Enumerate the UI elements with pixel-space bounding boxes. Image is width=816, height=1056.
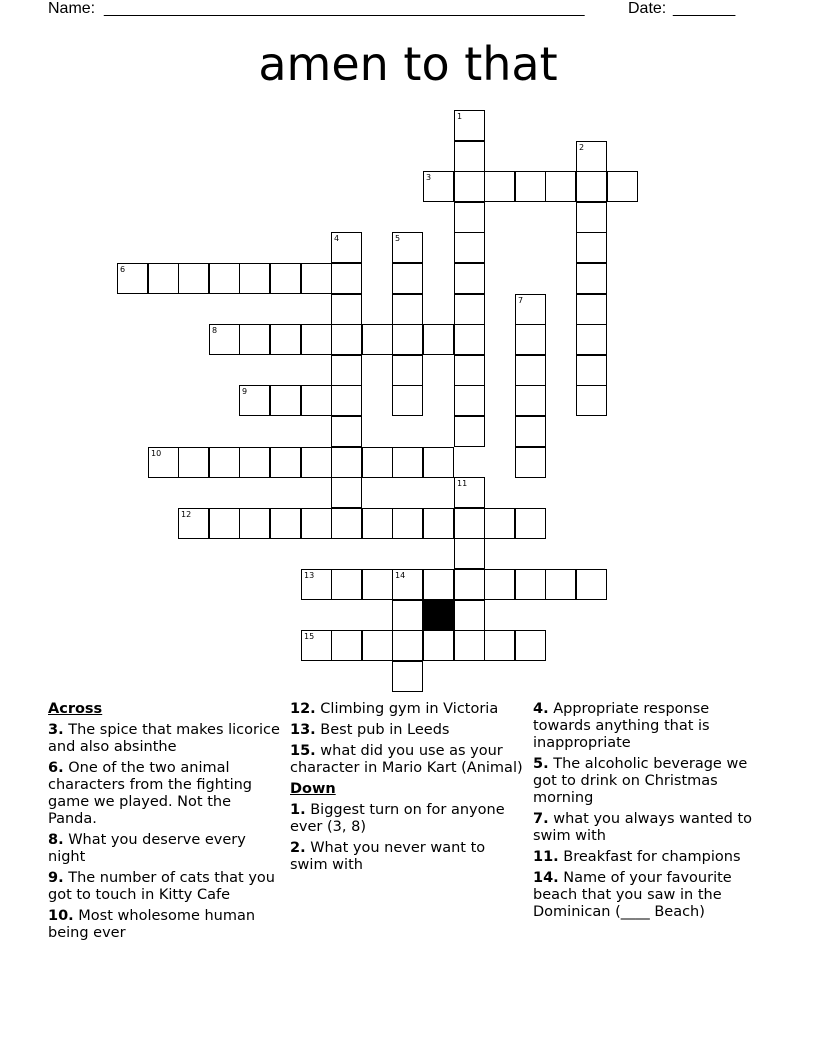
grid-cell[interactable] <box>117 263 148 294</box>
grid-cell[interactable] <box>148 263 179 294</box>
grid-cell[interactable] <box>423 447 454 478</box>
grid-cell[interactable] <box>331 508 362 539</box>
grid-cell[interactable] <box>545 171 576 202</box>
grid-cell[interactable] <box>454 202 485 233</box>
grid-cell[interactable] <box>362 630 393 661</box>
grid-cell[interactable] <box>331 232 362 263</box>
grid-cell[interactable] <box>454 569 485 600</box>
grid-cell[interactable] <box>484 630 515 661</box>
grid-cell[interactable] <box>301 324 332 355</box>
grid-cell[interactable] <box>331 630 362 661</box>
grid-cell[interactable] <box>331 447 362 478</box>
grid-cell[interactable] <box>178 263 209 294</box>
clue-across-12 <box>290 701 526 718</box>
clue-text: What you never want to swim with <box>290 840 486 873</box>
grid-cell[interactable] <box>576 294 607 325</box>
grid-cell[interactable] <box>454 538 485 569</box>
grid-cell[interactable] <box>392 508 423 539</box>
clue-text: One of the two animal characters from the fighting game we played. Not the Panda. <box>48 760 252 827</box>
grid-cell[interactable] <box>239 263 270 294</box>
clue-down-11 <box>533 849 769 866</box>
grid-cell[interactable] <box>301 447 332 478</box>
clue-number: 5. <box>533 756 549 772</box>
date-field[interactable]: _______ <box>673 0 736 17</box>
grid-cell[interactable] <box>454 171 485 202</box>
grid-cell[interactable] <box>331 263 362 294</box>
grid-cell[interactable] <box>484 508 515 539</box>
clue-number: 10. <box>48 908 74 924</box>
grid-cell[interactable] <box>515 294 546 325</box>
grid-cell[interactable] <box>576 324 607 355</box>
date-label: Date: <box>628 0 667 17</box>
clue-number: 13. <box>290 722 316 738</box>
grid-cell[interactable] <box>392 355 423 386</box>
grid-cell[interactable] <box>515 171 546 202</box>
name-field[interactable]: ______________________________________________________ <box>104 0 585 17</box>
grid-cell[interactable] <box>362 447 393 478</box>
clue-number: 12. <box>290 701 316 717</box>
clue-across-8 <box>48 832 280 866</box>
cell-number: 4 <box>334 234 340 243</box>
across-heading: Across <box>48 701 103 717</box>
cell-number: 2 <box>579 143 585 152</box>
grid-cell[interactable] <box>423 171 454 202</box>
clue-text: what you always wanted to swim with <box>533 811 753 844</box>
grid-cell[interactable] <box>270 385 301 416</box>
clue-text: Breakfast for champions <box>563 849 741 865</box>
grid-cell[interactable] <box>607 171 638 202</box>
grid-cell[interactable] <box>576 263 607 294</box>
grid-cell[interactable] <box>270 447 301 478</box>
clue-down-1 <box>290 802 526 836</box>
grid-cell[interactable] <box>454 294 485 325</box>
cell-number: 1 <box>457 112 463 121</box>
grid-cell[interactable] <box>301 569 332 600</box>
grid-cell[interactable] <box>392 324 423 355</box>
cell-number: 3 <box>426 173 432 182</box>
grid-cell[interactable] <box>423 508 454 539</box>
clue-across-3 <box>48 722 280 756</box>
clue-text: Most wholesome human being ever <box>48 908 256 941</box>
grid-cell[interactable] <box>209 447 240 478</box>
grid-cell[interactable] <box>454 263 485 294</box>
clue-text: The alcoholic beverage we got to drink on Christmas morning <box>533 756 748 806</box>
clue-down-2 <box>290 840 526 874</box>
cell-number: 15 <box>304 632 315 641</box>
clue-text: What you deserve every night <box>48 832 246 865</box>
grid-cell[interactable] <box>454 508 485 539</box>
grid-cell[interactable] <box>392 447 423 478</box>
clue-number: 4. <box>533 701 549 717</box>
grid-cell[interactable] <box>239 447 270 478</box>
grid-cell[interactable] <box>392 600 423 631</box>
grid-cell[interactable] <box>209 508 240 539</box>
grid-cell[interactable] <box>270 263 301 294</box>
grid-cell[interactable] <box>239 385 270 416</box>
clue-number: 11. <box>533 849 559 865</box>
clue-text: The spice that makes licorice and also absinthe <box>48 722 280 755</box>
grid-cell[interactable] <box>454 324 485 355</box>
grid-cell[interactable] <box>576 141 607 172</box>
grid-cell[interactable] <box>454 630 485 661</box>
clue-number: 14. <box>533 870 559 886</box>
grid-cell[interactable] <box>270 508 301 539</box>
grid-cell[interactable] <box>392 630 423 661</box>
grid-cell[interactable] <box>301 508 332 539</box>
cell-number: 6 <box>120 265 126 274</box>
cell-number: 10 <box>151 449 162 458</box>
clue-number: 15. <box>290 743 316 759</box>
grid-cell[interactable] <box>362 569 393 600</box>
clue-number: 2. <box>290 840 306 856</box>
grid-cell[interactable] <box>515 630 546 661</box>
clues-column-2 <box>290 701 526 878</box>
clue-across-13 <box>290 722 526 739</box>
grid-cell[interactable] <box>148 447 179 478</box>
grid-cell[interactable] <box>178 508 209 539</box>
clue-down-5 <box>533 756 769 807</box>
grid-cell[interactable] <box>270 324 301 355</box>
grid-cell[interactable] <box>515 416 546 447</box>
grid-cell[interactable] <box>362 324 393 355</box>
grid-cell[interactable] <box>576 355 607 386</box>
clue-across-9 <box>48 870 280 904</box>
grid-cell[interactable] <box>423 569 454 600</box>
grid-cell[interactable] <box>454 355 485 386</box>
grid-cell[interactable] <box>392 661 423 692</box>
grid-cell[interactable] <box>239 508 270 539</box>
grid-cell[interactable] <box>392 569 423 600</box>
clue-text: Best pub in Leeds <box>320 722 450 738</box>
grid-cell[interactable] <box>454 141 485 172</box>
clue-text: Climbing gym in Victoria <box>320 701 499 717</box>
grid-cell[interactable] <box>331 294 362 325</box>
clue-text: Biggest turn on for anyone ever (3, 8) <box>290 802 505 835</box>
clue-text: Name of your favourite beach that you saw in the Dominican (____ Beach) <box>533 870 732 920</box>
grid-cell[interactable] <box>362 508 393 539</box>
grid-cell[interactable] <box>515 508 546 539</box>
grid-cell[interactable] <box>392 263 423 294</box>
cell-number: 14 <box>395 571 406 580</box>
grid-cell[interactable] <box>301 385 332 416</box>
cell-number: 11 <box>457 479 468 488</box>
grid-cell[interactable] <box>392 385 423 416</box>
grid-cell[interactable] <box>178 447 209 478</box>
clue-number: 1. <box>290 802 306 818</box>
grid-cell[interactable] <box>331 477 362 508</box>
grid-cell[interactable] <box>209 263 240 294</box>
grid-cell[interactable] <box>454 416 485 447</box>
grid-cell[interactable] <box>331 569 362 600</box>
clues-column-1 <box>48 701 280 946</box>
grid-cell[interactable] <box>515 447 546 478</box>
clue-text: what did you use as your character in Mario Kart (Animal) <box>290 743 523 776</box>
grid-cell[interactable] <box>576 171 607 202</box>
clue-number: 8. <box>48 832 64 848</box>
down-heading: Down <box>290 781 336 797</box>
grid-cell[interactable] <box>239 324 270 355</box>
grid-cell[interactable] <box>576 232 607 263</box>
page-title: amen to that <box>258 37 558 91</box>
grid-cell[interactable] <box>484 171 515 202</box>
clue-number: 9. <box>48 870 64 886</box>
clue-number: 3. <box>48 722 64 738</box>
grid-cell[interactable] <box>331 416 362 447</box>
grid-cell[interactable] <box>331 385 362 416</box>
grid-cell[interactable] <box>545 569 576 600</box>
cell-number: 5 <box>395 234 401 243</box>
grid-cell[interactable] <box>301 630 332 661</box>
clue-across-15 <box>290 743 526 777</box>
grid-cell[interactable] <box>423 630 454 661</box>
grid-cell[interactable] <box>515 324 546 355</box>
clues-column-3 <box>533 701 769 925</box>
clue-text: The number of cats that you got to touch in Kitty Cafe <box>48 870 275 903</box>
grid-cell[interactable] <box>392 294 423 325</box>
grid-cell[interactable] <box>301 263 332 294</box>
cell-number: 13 <box>304 571 315 580</box>
grid-cell[interactable] <box>515 385 546 416</box>
clue-text: Appropriate response towards anything that is inappropriate <box>533 701 710 751</box>
grid-cell[interactable] <box>392 232 423 263</box>
cell-number: 7 <box>518 296 524 305</box>
cell-number: 8 <box>212 326 218 335</box>
black-cell <box>423 600 454 631</box>
grid-cell[interactable] <box>576 569 607 600</box>
clue-across-6 <box>48 760 280 828</box>
grid-cell[interactable] <box>331 355 362 386</box>
clue-number: 6. <box>48 760 64 776</box>
name-label: Name: <box>48 0 96 17</box>
cell-number: 12 <box>181 510 192 519</box>
grid-cell[interactable] <box>515 355 546 386</box>
grid-cell[interactable] <box>423 324 454 355</box>
grid-cell[interactable] <box>209 324 240 355</box>
clue-down-7 <box>533 811 769 845</box>
clue-down-14 <box>533 870 769 921</box>
grid-cell[interactable] <box>454 600 485 631</box>
grid-cell[interactable] <box>331 324 362 355</box>
cell-number: 9 <box>242 387 248 396</box>
grid-cell[interactable] <box>454 385 485 416</box>
grid-cell[interactable] <box>454 232 485 263</box>
grid-cell[interactable] <box>576 385 607 416</box>
clue-down-4 <box>533 701 769 752</box>
grid-cell[interactable] <box>454 477 485 508</box>
grid-cell[interactable] <box>484 569 515 600</box>
clue-number: 7. <box>533 811 549 827</box>
grid-cell[interactable] <box>515 569 546 600</box>
grid-cell[interactable] <box>454 110 485 141</box>
grid-cell[interactable] <box>576 202 607 233</box>
clue-across-10 <box>48 908 280 942</box>
